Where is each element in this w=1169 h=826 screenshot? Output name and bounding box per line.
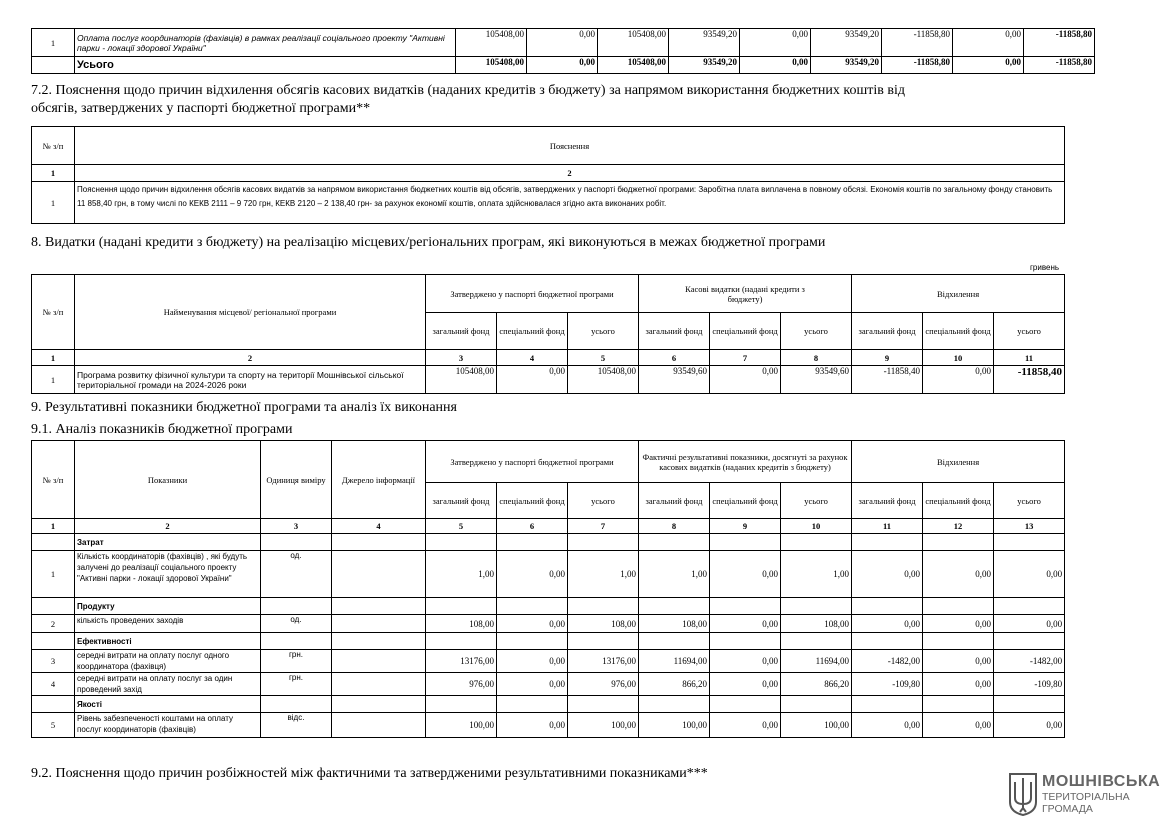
empty-cell [497, 534, 568, 551]
cell-value: 108,00 [568, 615, 639, 633]
cell-value: 0,00 [852, 713, 923, 738]
table-row [32, 29, 1095, 57]
cell-value: 105408,00 [598, 29, 669, 57]
cell-value: -109,80 [994, 673, 1065, 696]
col-header-unit: Одиниця виміру [261, 441, 332, 519]
empty-cell [852, 633, 923, 650]
cell-value: 105408,00 [456, 29, 527, 57]
cell-value: 108,00 [426, 615, 497, 633]
cell-value: 93549,60 [781, 366, 852, 394]
col-header-explanation: Пояснення [75, 127, 1065, 165]
cell-value: -1482,00 [852, 650, 923, 673]
empty-cell [332, 615, 426, 633]
indicator-unit: од. [261, 615, 332, 633]
table-row [32, 615, 1065, 633]
col-header-special-fund: спеціальний фонд [710, 313, 781, 350]
col-number: 8 [781, 350, 852, 366]
empty-cell [497, 633, 568, 650]
cell-value: 0,00 [497, 366, 568, 394]
table-row [32, 366, 1065, 394]
col-number: 6 [639, 350, 710, 366]
empty-cell [568, 534, 639, 551]
cell-value: 100,00 [781, 713, 852, 738]
cell-value: 100,00 [568, 713, 639, 738]
section-9-2-heading: 9.2. Пояснення щодо причин розбіжностей між фактичними та затвердженими результативними показниками*** [31, 766, 708, 781]
empty-cell [568, 598, 639, 615]
cell-value: 0,00 [497, 713, 568, 738]
empty-cell [639, 633, 710, 650]
col-header-source: Джерело інформації [332, 441, 426, 519]
col-header-no: № з/п [32, 275, 75, 350]
empty-cell [426, 598, 497, 615]
cell-value: 866,20 [639, 673, 710, 696]
empty-cell [32, 57, 75, 74]
col-header-actual: Фактичні результативні показники, досягнуті за рахунок касових видатків (наданих кредитів з бюджету) [639, 441, 852, 483]
empty-cell [710, 633, 781, 650]
row-number: 1 [32, 182, 75, 224]
row-number: 1 [32, 551, 75, 598]
indicator-unit: грн. [261, 650, 332, 673]
column-number-row [32, 350, 1065, 366]
empty-cell [710, 534, 781, 551]
cell-value: 0,00 [527, 29, 598, 57]
empty-cell [332, 598, 426, 615]
empty-cell [852, 598, 923, 615]
group-title: Ефективності [75, 633, 261, 650]
col-header-indicators: Показники [75, 441, 261, 519]
total-row [32, 57, 1095, 74]
empty-cell [497, 696, 568, 713]
table-row [32, 650, 1065, 673]
cell-value: 108,00 [639, 615, 710, 633]
col-header-total: усього [568, 313, 639, 350]
empty-cell [497, 598, 568, 615]
empty-cell [261, 696, 332, 713]
cell-value: 105408,00 [568, 366, 639, 394]
empty-cell [261, 633, 332, 650]
empty-cell [639, 534, 710, 551]
col-number: 8 [639, 519, 710, 534]
cell-value: 105408,00 [598, 57, 669, 74]
empty-cell [781, 633, 852, 650]
col-number: 1 [32, 165, 75, 182]
cell-value: 0,00 [923, 650, 994, 673]
col-number: 7 [710, 350, 781, 366]
header-row [32, 275, 1065, 313]
col-header-special-fund: спеціальний фонд [923, 483, 994, 519]
col-header-total: усього [568, 483, 639, 519]
empty-cell [32, 598, 75, 615]
col-number: 3 [261, 519, 332, 534]
cell-value: -11858,80 [1024, 57, 1095, 74]
cell-value: 13176,00 [568, 650, 639, 673]
col-header-no: № з/п [32, 127, 75, 165]
cell-value: 1,00 [781, 551, 852, 598]
col-number: 1 [32, 350, 75, 366]
col-header-general-fund: загальний фонд [852, 483, 923, 519]
col-header-approved: Затверджено у паспорті бюджетної програми [426, 275, 639, 313]
empty-cell [332, 713, 426, 738]
cell-value: 0,00 [497, 650, 568, 673]
empty-cell [568, 696, 639, 713]
empty-cell [32, 534, 75, 551]
cell-value: -11858,40 [994, 366, 1065, 394]
cell-value: 0,00 [923, 615, 994, 633]
cell-value: 0,00 [740, 57, 811, 74]
community-logo [1008, 772, 1161, 816]
cell-value: 0,00 [923, 366, 994, 394]
cell-value: -11858,40 [852, 366, 923, 394]
cell-value: -11858,80 [1024, 29, 1095, 57]
cell-value: 0,00 [710, 673, 781, 696]
col-number: 3 [426, 350, 497, 366]
table-row [32, 673, 1065, 696]
col-header-deviation: Відхилення [852, 275, 1065, 313]
empty-cell [994, 696, 1065, 713]
cell-value: 976,00 [568, 673, 639, 696]
cell-value: 0,00 [852, 551, 923, 598]
empty-cell [710, 598, 781, 615]
column-number-row [32, 519, 1065, 534]
col-header-approved: Затверджено у паспорті бюджетної програми [426, 441, 639, 483]
section-7-2-heading-line1: 7.2. Пояснення щодо причин відхилення обсягів касових видатків (наданих кредитів з бюджету) за напрямом використання бюджетних коштів від [31, 83, 905, 98]
section-9-heading: 9. Результативні показники бюджетної програми та аналіз їх виконання [31, 400, 457, 415]
cell-value: 0,00 [740, 29, 811, 57]
row-number: 5 [32, 713, 75, 738]
col-header-program-name: Найменування місцевої/ регіональної програми [75, 275, 426, 350]
col-number: 11 [994, 350, 1065, 366]
col-header-total: усього [994, 483, 1065, 519]
col-number: 13 [994, 519, 1065, 534]
col-header-general-fund: загальний фонд [426, 313, 497, 350]
cell-value: 93549,20 [811, 29, 882, 57]
empty-cell [923, 534, 994, 551]
row-number: 4 [32, 673, 75, 696]
cell-value: 105408,00 [426, 366, 497, 394]
empty-cell [923, 633, 994, 650]
row-number: 1 [32, 29, 75, 57]
table-row [32, 713, 1065, 738]
indicator-name: кількість проведених заходів [75, 615, 261, 633]
empty-cell [332, 551, 426, 598]
cell-value: 11694,00 [781, 650, 852, 673]
group-title: Продукту [75, 598, 261, 615]
program-name: Програма розвитку фізичної культури та спорту на території Мошнівської сільської територіальної громади на 2024-2026 роки [75, 366, 426, 394]
header-row [32, 441, 1065, 483]
col-header-general-fund: загальний фонд [639, 313, 710, 350]
explanation-text: Пояснення щодо причин відхилення обсягів касових видатків за напрямом використання бюджетних коштів від обсягів, затверджених у паспорті бюджетної програми: Заробітна плата виплачена в повному обсязі. Економія коштів по загальному фонду становить 11 858,40 грн, в тому числі по КЕКВ 2111 – 9 720 грн, КЕКВ 2120 – 2 138,40 грн- за рахунок економії коштів, оплата здійснювалася згідно акта виконаних робіт. [75, 182, 1065, 224]
row-number: 2 [32, 615, 75, 633]
empty-cell [639, 696, 710, 713]
cell-value: 0,00 [710, 713, 781, 738]
section-7-2-heading-line2: обсягів, затверджених у паспорті бюджетної програми** [31, 101, 371, 116]
logo-title: МОШНІВСЬКА [1042, 773, 1161, 790]
group-title: Затрат [75, 534, 261, 551]
col-header-special-fund: спеціальний фонд [497, 313, 568, 350]
col-header-special-fund: спеціальний фонд [923, 313, 994, 350]
cell-value: 105408,00 [456, 57, 527, 74]
empty-cell [994, 633, 1065, 650]
group-row [32, 534, 1065, 551]
table-row [32, 551, 1065, 598]
cell-value: 93549,20 [669, 57, 740, 74]
empty-cell [32, 696, 75, 713]
cell-value: 100,00 [426, 713, 497, 738]
logo-subtitle-2: ГРОМАДА [1042, 803, 1093, 815]
header-row [32, 127, 1065, 165]
empty-cell [710, 696, 781, 713]
cell-value: -109,80 [852, 673, 923, 696]
cell-value: -1482,00 [994, 650, 1065, 673]
indicator-name: Рівень забезпеченості коштами на оплату послуг координаторів (фахівців) [75, 713, 261, 738]
column-number-row [32, 165, 1065, 182]
col-number: 1 [32, 519, 75, 534]
cell-value: 100,00 [639, 713, 710, 738]
cell-value: 0,00 [994, 713, 1065, 738]
empty-cell [426, 534, 497, 551]
empty-cell [332, 534, 426, 551]
empty-cell [923, 598, 994, 615]
col-number: 5 [568, 350, 639, 366]
total-label: Усього [75, 57, 456, 74]
logo-subtitle: ТЕРИТОРІАЛЬНА [1042, 791, 1130, 803]
cell-value: 0,00 [497, 673, 568, 696]
cell-value: 976,00 [426, 673, 497, 696]
group-row [32, 696, 1065, 713]
indicator-name: Кількість координаторів (фахівців) , які будуть залучені до реалізації соціального проекту "Активні парки - локації здорової України" [75, 551, 261, 598]
empty-cell [32, 633, 75, 650]
col-number: 9 [710, 519, 781, 534]
empty-cell [852, 696, 923, 713]
col-header-total: усього [781, 483, 852, 519]
cell-value: 93549,20 [811, 57, 882, 74]
indicator-unit: відс. [261, 713, 332, 738]
empty-cell [923, 696, 994, 713]
col-header-general-fund: загальний фонд [426, 483, 497, 519]
table-indicators [31, 440, 1065, 738]
cell-value: 1,00 [639, 551, 710, 598]
cell-value: 0,00 [852, 615, 923, 633]
col-number: 2 [75, 165, 1065, 182]
col-header-no: № з/п [32, 441, 75, 519]
cell-value: 0,00 [710, 615, 781, 633]
cell-value: 0,00 [994, 551, 1065, 598]
table-local-programs [31, 274, 1065, 394]
indicator-unit: од. [261, 551, 332, 598]
col-number: 10 [923, 350, 994, 366]
table-explanation [31, 126, 1065, 224]
cell-value: -11858,80 [882, 57, 953, 74]
empty-cell [781, 598, 852, 615]
empty-cell [994, 598, 1065, 615]
col-header-special-fund: спеціальний фонд [497, 483, 568, 519]
cell-value: 93549,20 [669, 29, 740, 57]
cell-value: -11858,80 [882, 29, 953, 57]
empty-cell [568, 633, 639, 650]
cell-value: 0,00 [710, 650, 781, 673]
group-row [32, 633, 1065, 650]
empty-cell [332, 696, 426, 713]
col-number: 10 [781, 519, 852, 534]
col-number: 12 [923, 519, 994, 534]
col-number: 2 [75, 350, 426, 366]
cell-value: 0,00 [994, 615, 1065, 633]
row-number: 1 [32, 366, 75, 394]
indicator-unit: грн. [261, 673, 332, 696]
col-header-total: усього [781, 313, 852, 350]
col-header-total: усього [994, 313, 1065, 350]
group-title: Якості [75, 696, 261, 713]
table-expense-directions [31, 28, 1095, 74]
section-8-heading: 8. Видатки (надані кредити з бюджету) на реалізацію місцевих/регіональних програм, які виконуються в межах бюджетної програми [31, 235, 826, 250]
col-number: 9 [852, 350, 923, 366]
cell-value: 0,00 [923, 673, 994, 696]
empty-cell [332, 633, 426, 650]
cell-value: 0,00 [923, 713, 994, 738]
empty-cell [426, 696, 497, 713]
col-header-general-fund: загальний фонд [639, 483, 710, 519]
empty-cell [261, 598, 332, 615]
empty-cell [852, 534, 923, 551]
col-header-deviation: Відхилення [852, 441, 1065, 483]
col-number: 11 [852, 519, 923, 534]
cell-value: 93549,60 [639, 366, 710, 394]
cell-value: 108,00 [781, 615, 852, 633]
indicator-name: середні витрати на оплату послуг одного координатора (фахівця) [75, 650, 261, 673]
col-number: 5 [426, 519, 497, 534]
col-number: 6 [497, 519, 568, 534]
col-number: 2 [75, 519, 261, 534]
cell-value: 0,00 [497, 615, 568, 633]
col-header-cash: Касові видатки (надані кредити з бюджету) [639, 275, 852, 313]
row-number: 3 [32, 650, 75, 673]
cell-value: 0,00 [527, 57, 598, 74]
col-header-special-fund: спеціальний фонд [710, 483, 781, 519]
col-header-general-fund: загальний фонд [852, 313, 923, 350]
cell-value: 0,00 [710, 366, 781, 394]
cell-value: 11694,00 [639, 650, 710, 673]
cell-value: 0,00 [710, 551, 781, 598]
col-number: 4 [332, 519, 426, 534]
table-row [32, 182, 1065, 224]
direction-name: Оплата послуг координаторів (фахівців) в рамках реалізації соціального проекту "Активні парки - локації здорової України" [75, 29, 456, 57]
indicator-name: середні витрати на оплату послуг за один проведений захід [75, 673, 261, 696]
col-number: 4 [497, 350, 568, 366]
currency-unit: гривень [1030, 263, 1060, 272]
empty-cell [332, 673, 426, 696]
col-number: 7 [568, 519, 639, 534]
cell-value: 0,00 [953, 57, 1024, 74]
empty-cell [639, 598, 710, 615]
empty-cell [332, 650, 426, 673]
cell-value: 0,00 [953, 29, 1024, 57]
group-row [32, 598, 1065, 615]
cell-value: 866,20 [781, 673, 852, 696]
cell-value: 13176,00 [426, 650, 497, 673]
empty-cell [781, 534, 852, 551]
empty-cell [781, 696, 852, 713]
cell-value: 1,00 [426, 551, 497, 598]
empty-cell [994, 534, 1065, 551]
cell-value: 0,00 [497, 551, 568, 598]
empty-cell [426, 633, 497, 650]
section-9-1-heading: 9.1. Аналіз показників бюджетної програми [31, 422, 293, 437]
trident-icon [1008, 772, 1038, 816]
cell-value: 0,00 [923, 551, 994, 598]
cell-value: 1,00 [568, 551, 639, 598]
empty-cell [261, 534, 332, 551]
